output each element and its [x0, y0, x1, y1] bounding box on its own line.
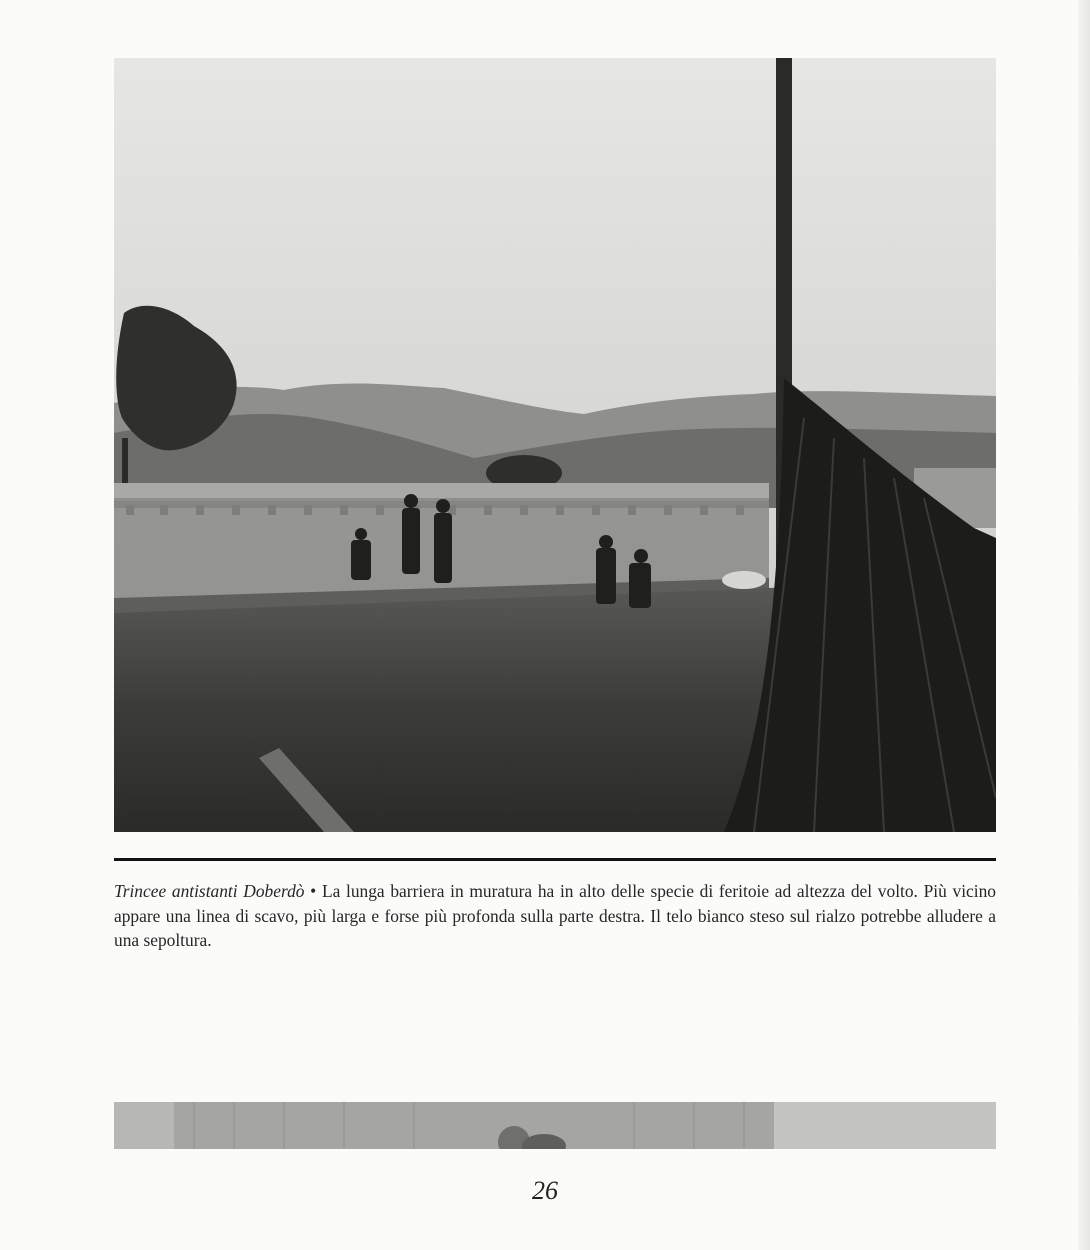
page-number: 26	[532, 1176, 558, 1205]
photo-caption	[114, 879, 996, 953]
page-edge	[1078, 0, 1090, 1250]
trench-photograph	[114, 58, 996, 832]
caption-text: La lunga barriera in muratura ha in alto delle specie di feritoie ad altezza del volto. Più vicino appare una linea di scavo, più larga e forse più profonda sulla parte destra. Il telo bianco steso sul rialzo potrebbe alludere a una sepoltura.	[114, 881, 996, 950]
caption-rule	[114, 858, 996, 861]
next-photo-strip	[114, 1102, 996, 1149]
caption-separator: •	[304, 881, 322, 901]
caption-title: Trincee antistanti Doberdò	[114, 881, 305, 901]
